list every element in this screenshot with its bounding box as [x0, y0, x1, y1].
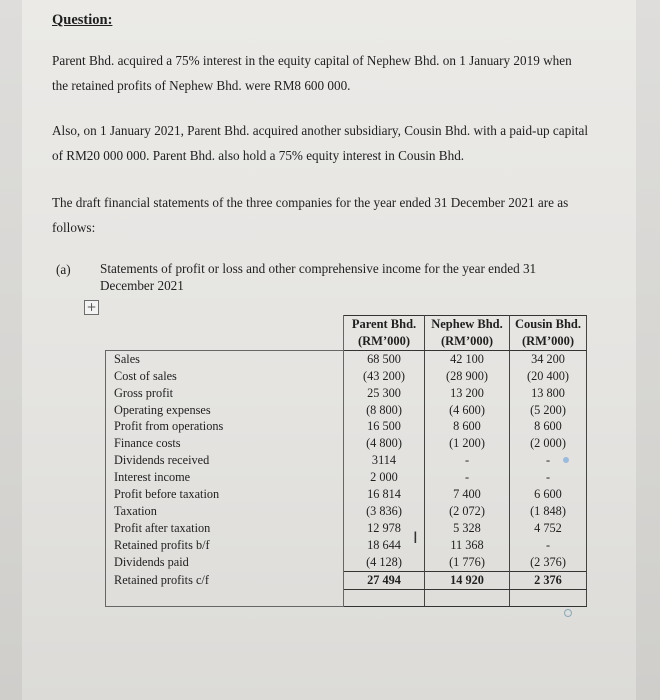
cousin-value: 4 752 [510, 520, 587, 537]
row-label: Profit before taxation [106, 486, 344, 503]
table-row [106, 486, 587, 503]
parent-value: 16 500 [344, 418, 425, 435]
nephew-value: - [425, 452, 510, 469]
table-blank-row [106, 589, 587, 607]
paragraph-draft-statements: The draft financial statements of the three companies for the year ended 31 December 2021 are as follows: [52, 195, 569, 235]
paragraph-acquisition-cousin: Also, on 1 January 2021, Parent Bhd. acquired another subsidiary, Cousin Bhd. with a paid-up capital of RM20 000 000. Parent Bhd. also hold a 75% equity interest in Cousin Bhd. [52, 123, 589, 163]
nephew-value: 13 200 [425, 385, 510, 402]
table-row [106, 537, 587, 554]
cousin-value: (1 848) [510, 503, 587, 520]
table-units-row [106, 333, 587, 350]
header-cousin: Cousin Bhd. [510, 316, 587, 333]
nephew-value: 14 920 [425, 571, 510, 589]
header-nephew: Nephew Bhd. [425, 316, 510, 333]
table-row [106, 368, 587, 385]
paragraph-acquisition-nephew: Parent Bhd. acquired a 75% interest in the equity capital of Nephew Bhd. on 1 January 2019 when the retained profits of Nephew Bhd. were RM8 600 000. [52, 53, 572, 93]
cousin-value: 2 376 [510, 571, 587, 589]
nephew-value: 11 368 [425, 537, 510, 554]
parent-value: 2 000 [344, 469, 425, 486]
nephew-value: (1 776) [425, 554, 510, 571]
item-label: (a) [56, 262, 71, 277]
row-label: Profit after taxation [106, 520, 344, 537]
parent-value: 16 814 [344, 486, 425, 503]
nephew-value: 8 600 [425, 418, 510, 435]
parent-value: (4 128) [344, 554, 425, 571]
cousin-value: - [510, 469, 587, 486]
parent-value: (8 800) [344, 402, 425, 419]
cousin-value: 8 600 [510, 418, 587, 435]
row-label: Sales [106, 350, 344, 367]
unit-nephew: (RM’000) [425, 333, 510, 350]
row-label: Dividends received [106, 452, 344, 469]
table-row [106, 520, 587, 537]
header-parent: Parent Bhd. [344, 316, 425, 333]
table-row [106, 554, 587, 571]
cousin-value: 34 200 [510, 350, 587, 367]
cousin-value: - [510, 452, 587, 469]
table-row [106, 418, 587, 435]
table-row [106, 435, 587, 452]
cousin-value: 13 800 [510, 385, 587, 402]
unit-cousin: (RM’000) [510, 333, 587, 350]
parent-value: 18 644 [344, 537, 425, 554]
row-label: Operating expenses [106, 402, 344, 419]
cousin-value: (2 000) [510, 435, 587, 452]
table-row [106, 452, 587, 469]
row-label: Taxation [106, 503, 344, 520]
table-row [106, 469, 587, 486]
row-label: Interest income [106, 469, 344, 486]
nephew-value: - [425, 469, 510, 486]
parent-value: (4 800) [344, 435, 425, 452]
nephew-value: 5 328 [425, 520, 510, 537]
nephew-value: 7 400 [425, 486, 510, 503]
parent-value: 12 978 [344, 520, 425, 537]
table-header-row [106, 316, 587, 333]
row-label: Retained profits c/f [106, 571, 344, 589]
row-label: Profit from operations [106, 418, 344, 435]
table-row [106, 350, 587, 367]
parent-value: (43 200) [344, 368, 425, 385]
row-label: Gross profit [106, 385, 344, 402]
parent-value: 27 494 [344, 571, 425, 589]
table-row [106, 385, 587, 402]
cousin-value: - [510, 537, 587, 554]
cousin-value: (20 400) [510, 368, 587, 385]
nephew-value: 42 100 [425, 350, 510, 367]
cousin-value: (5 200) [510, 402, 587, 419]
nephew-value: (1 200) [425, 435, 510, 452]
cousin-value: 6 600 [510, 486, 587, 503]
row-label: Finance costs [106, 435, 344, 452]
question-heading: Question: [52, 12, 113, 28]
nephew-value: (4 600) [425, 402, 510, 419]
row-label: Dividends paid [106, 554, 344, 571]
table-row [106, 571, 587, 589]
item-description: Statements of profit or loss and other comprehensive income for the year ended 31 December 2021 [100, 261, 537, 293]
parent-value: 68 500 [344, 350, 425, 367]
unit-parent: (RM’000) [344, 333, 425, 350]
parent-value: (3 836) [344, 503, 425, 520]
nephew-value: (28 900) [425, 368, 510, 385]
parent-value: 3114 [344, 452, 425, 469]
parent-value: 25 300 [344, 385, 425, 402]
nephew-value: (2 072) [425, 503, 510, 520]
row-label: Cost of sales [106, 368, 344, 385]
table-row [106, 402, 587, 419]
cousin-value: (2 376) [510, 554, 587, 571]
text-cursor-icon: I [413, 528, 418, 547]
row-label: Retained profits b/f [106, 537, 344, 554]
financial-statements-table [105, 315, 587, 607]
marker-dot-icon [563, 457, 569, 463]
resize-handle-icon[interactable] [564, 609, 572, 617]
table-move-handle-icon[interactable]: + [84, 300, 99, 315]
table-row [106, 503, 587, 520]
